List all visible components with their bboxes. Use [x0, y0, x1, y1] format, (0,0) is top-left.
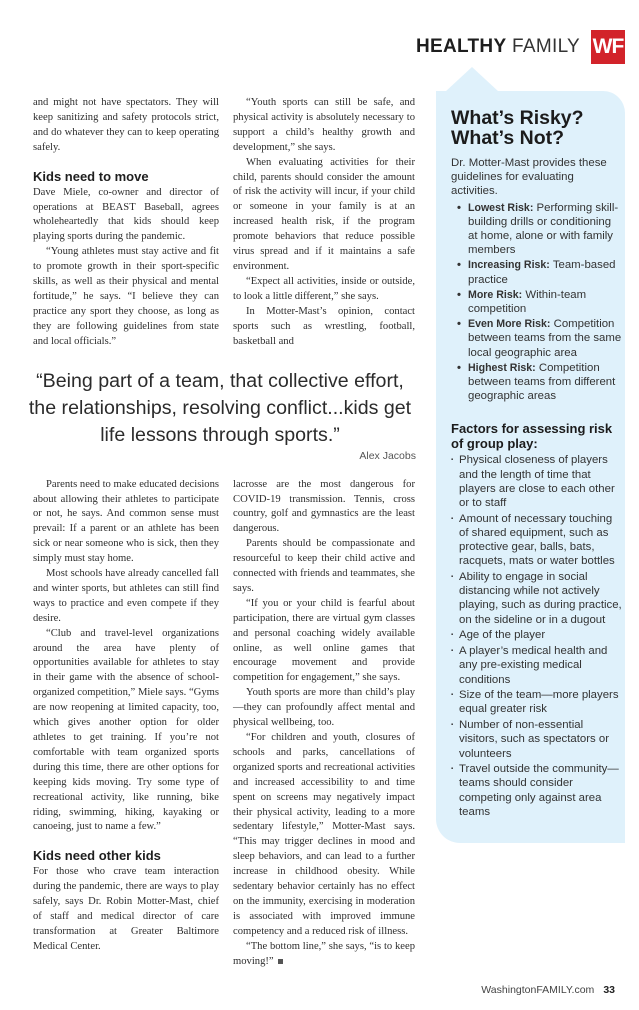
subheading-kids-need-to-move: Kids need to move: [33, 168, 149, 184]
sidebar-title: What’s Risky? What’s Not?: [451, 107, 584, 149]
paragraph: Most schools have already cancelled fall and winter sports, but athletes can still find ways to practice and even compete if they desire.: [33, 568, 219, 624]
factor-item: ▪ Ability to engage in social distancing while not actively playing, such as during practice, on the sideline or in a dugout: [451, 570, 623, 627]
end-mark-icon: [278, 959, 283, 964]
page-body: [24, 67, 625, 970]
paragraph: Youth sports are more than child’s play—they can profoundly affect mental and physical wellbeing, too.: [233, 687, 415, 729]
paragraph: When evaluating activities for their child, parents should consider the amount of risk the activity will incur, if your child or someone in your family is at an increased health risk, if the program promote behaviors that reduce possible virus spread and if it maintains a safe environment.: [233, 156, 415, 272]
wf-logo: WF: [591, 30, 625, 64]
sidebar-intro: Dr. Motter-Mast provides these guidelines for evaluating activities.: [451, 157, 607, 198]
risk-item: [457, 201, 623, 258]
pull-quote: “Being part of a team, that collective effort, the relationships, resolving conflict...kids get life lessons through sports.”: [28, 369, 412, 446]
paragraph: Parents need to make educated decisions about allowing their athletes to participate or not, he says. And common sense must prevail: If a parent or an athlete has been sick or near someone who is sick, then they simply must stay home.: [33, 478, 219, 565]
risk-item: [457, 258, 623, 286]
risk-item: [457, 288, 623, 316]
pull-quote-attribution: Alex Jacobs: [359, 449, 416, 462]
article-bottom-row: [24, 478, 416, 970]
article-column-2: [233, 96, 415, 350]
paragraph: and might not have spectators. They will keep sanitizing and safety protocols strict, and do whatever they can to keep operating safely.: [33, 97, 219, 153]
sidebar: [436, 67, 625, 970]
paragraph: “Expect all activities, inside or outside, to look a little different,” she says.: [233, 275, 415, 302]
risk-label: Lowest Risk:: [468, 201, 534, 214]
factor-item: ▪ Age of the player: [451, 628, 623, 642]
article: [24, 67, 416, 970]
paragraph: lacrosse are the most dangerous for COVID-19 transmission. Tennis, cross country, golf and gymnastics are the least dangerous.: [233, 478, 415, 535]
risk-text: Competition between teams from the same local geographic area: [468, 318, 622, 359]
closing-text: “The bottom line,” she says, “is to keep moving!”: [233, 940, 415, 967]
risk-text: Team-based practice: [468, 259, 616, 286]
risk-label: Even More Risk:: [468, 318, 551, 331]
risk-text: Performing skill-building drills or conditioning at home, alone or with family members: [468, 201, 619, 257]
article-top-row: [24, 96, 416, 350]
factor-item: ▪ Amount of necessary touching of shared equipment, such as protective gear, balls, bats, racquets, mats or water bottles: [451, 512, 623, 569]
risk-text: Competition between teams from different geographic areas: [468, 361, 616, 403]
factor-item: ▪ Size of the team—more players equal greater risk: [451, 688, 623, 716]
risk-label: More Risk:: [468, 288, 523, 301]
paragraph: Parents should be compassionate and resourceful to keep their child active and connected with friends and teammates, she says.: [233, 538, 415, 594]
factor-item: ▪ A player’s medical health and any pre-existing medical conditions: [451, 644, 623, 687]
factor-item: ▪ Physical closeness of players and the length of time that players are close to each other or to staff: [451, 453, 623, 510]
paragraph: “Youth sports can still be safe, and physical activity is absolutely necessary to support a child’s healthy growth and development,” she says.: [233, 97, 415, 153]
risk-label: Highest Risk:: [468, 361, 536, 374]
factors-heading: Factors for assessing risk of group play:: [451, 421, 613, 452]
article-column-4: [233, 478, 415, 970]
paragraph: Dave Miele, co-owner and director of operations at BEAST Baseball, agrees wholeheartedly that kids should keep playing sports during the pandemic.: [33, 186, 219, 243]
section-title-bold: HEALTHY: [416, 36, 507, 57]
factor-list: [451, 453, 623, 819]
subheading-kids-need-other-kids: Kids need other kids: [33, 848, 161, 864]
paragraph: “For children and youth, closures of schools and parks, cancellations of organized sports and recreational activities and increased accessibility to and time spent on screens may negatively impact their physical activity, leading to a more sedentary lifestyle,” Motter-Mast says. “This may trigger declines in mood and sleep behaviors, and can lead to a further increase in childhood obesity. While sedentary behavior certainly has no effect on the immunity, exercising in moderation is associated with improved immune competency and a reduced risk of illness.: [233, 732, 415, 937]
factor-item: ▪ Travel outside the community—teams should consider competing only against area teams: [451, 762, 623, 819]
paragraph: For those who crave team interaction during the pandemic, there are ways to play safely, says Dr. Robin Motter-Mast, chief of staff and medical director of care transformation at Greater Baltimore Medical Center.: [33, 866, 219, 952]
risk-list: [451, 201, 623, 404]
pull-quote-block: [24, 368, 416, 462]
section-title-light: FAMILY: [512, 36, 580, 57]
paragraph: “If you or your child is fearful about participation, there are virtual gym classes and personal coaching widely available online, as well online games that encourage movement and provide competition for engagement,” she says.: [233, 597, 415, 684]
paragraph: “Club and travel-level organizations around the area have plenty of opportunities available for athletes to stay in their game with the absence of school-organized competition,” Miele says. “Gyms are now reopening at limited capacity, too, which gives another option for older athletes to get training. If you’re not comfortable with team organized sports during this time, there are other options for keeping kids moving. Try some type of recreational activity, like running, bike riding, swimming, hiking, kayaking or canoeing, just to name a few.”: [33, 627, 219, 833]
paragraph: “Young athletes must stay active and fit to promote growth in their sport-specific skills, as well as their physical and mental fortitude,” he says. “I believe they can practice any sport they choose, as long as they are following guidelines from state and local officials.”: [33, 246, 219, 347]
article-column-1: [33, 96, 219, 350]
paragraph: In Motter-Mast’s opinion, contact sports such as wrestling, football, basketball and: [233, 305, 415, 347]
page-footer: [24, 970, 625, 1010]
sidebar-box: [436, 91, 625, 843]
risk-text: Within-team competition: [468, 288, 587, 316]
paragraph: [233, 940, 415, 970]
risk-item: [457, 361, 623, 404]
section-title: [416, 36, 580, 58]
footer-site: WashingtonFAMILY.com: [481, 983, 595, 996]
section-header: [24, 30, 625, 64]
page-number: 33: [603, 983, 615, 996]
sidebar-pointer: [445, 67, 499, 92]
factor-item: ▪ Number of non-essential visitors, such as spectators or volunteers: [451, 718, 623, 761]
article-column-3: [33, 478, 219, 970]
risk-item: [457, 317, 623, 360]
risk-label: Increasing Risk:: [468, 259, 550, 272]
